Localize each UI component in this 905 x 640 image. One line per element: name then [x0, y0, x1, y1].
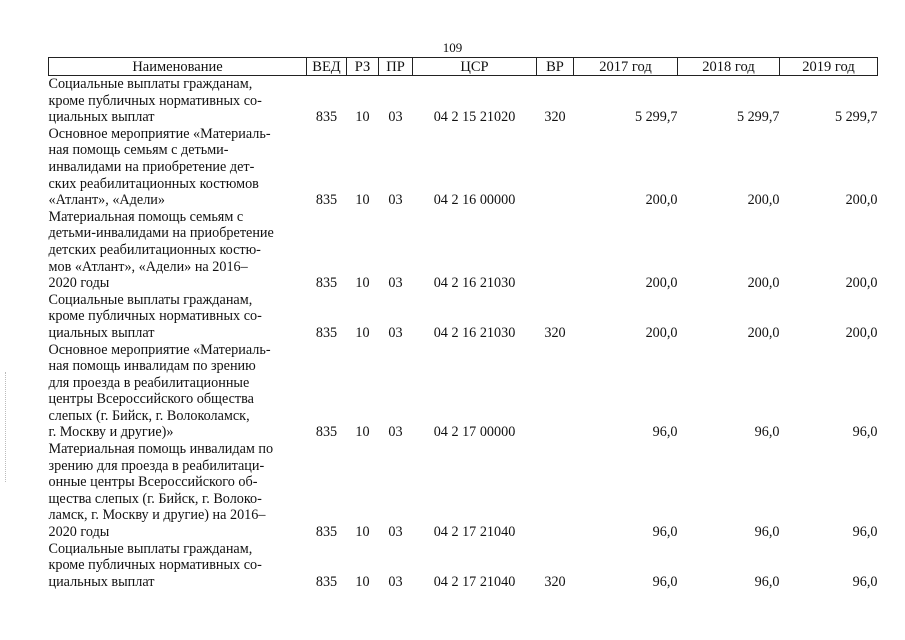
cell-vr: 320 [544, 324, 566, 341]
row-name-line: циальных выплат [48, 324, 155, 341]
cell-y2018: 96,0 [754, 573, 780, 590]
header-rz: РЗ [347, 58, 379, 76]
table-row [49, 209, 878, 292]
cell-vr [537, 342, 574, 442]
row-name-line: циальных выплат [48, 109, 155, 126]
cell-y2017: 200,0 [645, 275, 678, 292]
cell-ved: 835 [315, 324, 338, 341]
row-name-line: Материальная помощь семьям с [48, 208, 244, 225]
cell-y2017: 200,0 [645, 324, 678, 341]
cell-ved: 835 [315, 275, 338, 292]
cell-y2019: 96,0 [852, 524, 878, 541]
row-name-line: ламск, г. Москву и другие) на 2016– [48, 507, 266, 524]
cell-ved: 835 [315, 192, 338, 209]
row-name-line: детьми-инвалидами на приобретение [48, 225, 274, 242]
cell-rz: 10 [355, 573, 370, 590]
cell-y2018: 200,0 [747, 324, 780, 341]
table-body [49, 76, 878, 591]
header-2019: 2019 год [780, 58, 878, 76]
cell-vr [537, 126, 574, 209]
row-name-line: Основное мероприятие «Материаль- [48, 341, 271, 358]
row-name-line: циальных выплат [48, 573, 155, 590]
cell-y2018: 200,0 [747, 275, 780, 292]
cell-pr: 03 [388, 192, 403, 209]
cell-y2019: 200,0 [845, 324, 878, 341]
cell-y2017: 200,0 [645, 192, 678, 209]
row-name-line: 2020 годы [48, 275, 110, 292]
cell-pr: 03 [388, 109, 403, 126]
row-name-line: инвалидами на приобретение дет- [48, 158, 255, 175]
table-row [49, 292, 878, 342]
cell-pr: 03 [388, 573, 403, 590]
header-name: Наименование [49, 58, 307, 76]
row-name-line: Основное мероприятие «Материаль- [48, 125, 271, 142]
row-name-line: Социальные выплаты гражданам, [48, 540, 253, 557]
cell-ved: 835 [315, 424, 338, 441]
cell-y2019: 5 299,7 [834, 109, 878, 126]
page-number: 109 [442, 40, 463, 55]
row-name [49, 292, 307, 342]
cell-pr: 03 [388, 324, 403, 341]
cell-y2017: 5 299,7 [634, 109, 678, 126]
cell-pr: 03 [388, 524, 403, 541]
row-name-line: ная помощь инвалидам по зрению [48, 358, 256, 375]
cell-vr [537, 441, 574, 541]
table-row [49, 541, 878, 591]
row-name [49, 441, 307, 541]
row-name-line: «Атлант», «Адели» [48, 192, 165, 209]
table-row [49, 441, 878, 541]
header-pr: ПР [379, 58, 413, 76]
scan-artifact [5, 372, 7, 482]
cell-rz: 10 [355, 275, 370, 292]
table-header [49, 58, 878, 76]
row-name [49, 126, 307, 209]
cell-y2019: 96,0 [852, 424, 878, 441]
cell-csr: 04 2 15 21020 [433, 109, 516, 126]
row-name [49, 342, 307, 442]
cell-rz: 10 [355, 109, 370, 126]
cell-ved: 835 [315, 109, 338, 126]
table-row [49, 76, 878, 126]
row-name-line: для проезда в реабилитационные [48, 374, 250, 391]
cell-ved: 835 [315, 573, 338, 590]
row-name-line: кроме публичных нормативных со- [48, 92, 262, 109]
row-name-line: зрению для проезда в реабилитаци- [48, 457, 265, 474]
row-name-line: ских реабилитационных костюмов [48, 175, 259, 192]
cell-y2017: 96,0 [652, 424, 678, 441]
cell-csr: 04 2 17 00000 [433, 424, 516, 441]
cell-csr: 04 2 17 21040 [433, 573, 516, 590]
cell-vr [537, 209, 574, 292]
row-name-line: Материальная помощь инвалидам по [48, 441, 274, 458]
header-2018: 2018 год [678, 58, 780, 76]
table-row [49, 342, 878, 442]
row-name-line: слепых (г. Бийск, г. Волоколамск, [48, 407, 250, 424]
row-name-line: детских реабилитационных костю- [48, 241, 261, 258]
row-name-line: щества слепых (г. Бийск, г. Волоко- [48, 490, 262, 507]
cell-pr: 03 [388, 424, 403, 441]
row-name [49, 541, 307, 591]
row-name-line: Социальные выплаты гражданам, [48, 76, 253, 92]
cell-vr: 320 [544, 573, 566, 590]
row-name-line: 2020 годы [48, 524, 110, 541]
row-name-line: ная помощь семьям с детьми- [48, 142, 229, 159]
cell-y2019: 200,0 [845, 275, 878, 292]
budget-table [48, 57, 878, 590]
row-name [49, 209, 307, 292]
cell-rz: 10 [355, 192, 370, 209]
cell-rz: 10 [355, 324, 370, 341]
row-name-line: кроме публичных нормативных со- [48, 557, 262, 574]
cell-csr: 04 2 16 21030 [433, 324, 516, 341]
cell-y2018: 96,0 [754, 524, 780, 541]
header-csr: ЦСР [413, 58, 537, 76]
row-name-line: кроме публичных нормативных со- [48, 308, 262, 325]
header-ved: ВЕД [307, 58, 347, 76]
row-name-line: г. Москву и другие)» [48, 424, 174, 441]
cell-y2018: 5 299,7 [736, 109, 780, 126]
cell-csr: 04 2 17 21040 [433, 524, 516, 541]
cell-y2018: 96,0 [754, 424, 780, 441]
row-name-line: Социальные выплаты гражданам, [48, 291, 253, 308]
cell-csr: 04 2 16 21030 [433, 275, 516, 292]
cell-y2017: 96,0 [652, 573, 678, 590]
table-row [49, 126, 878, 209]
header-vr: ВР [537, 58, 574, 76]
cell-rz: 10 [355, 524, 370, 541]
row-name-line: центры Всероссийского общества [48, 391, 254, 408]
cell-y2018: 200,0 [747, 192, 780, 209]
header-2017: 2017 год [574, 58, 678, 76]
cell-ved: 835 [315, 524, 338, 541]
cell-y2019: 200,0 [845, 192, 878, 209]
cell-rz: 10 [355, 424, 370, 441]
row-name-line: онные центры Всероссийского об- [48, 474, 258, 491]
row-name-line: мов «Атлант», «Адели» на 2016– [48, 258, 248, 275]
cell-y2019: 96,0 [852, 573, 878, 590]
cell-pr: 03 [388, 275, 403, 292]
cell-vr: 320 [544, 109, 566, 126]
cell-y2017: 96,0 [652, 524, 678, 541]
row-name [49, 76, 307, 126]
cell-csr: 04 2 16 00000 [433, 192, 516, 209]
